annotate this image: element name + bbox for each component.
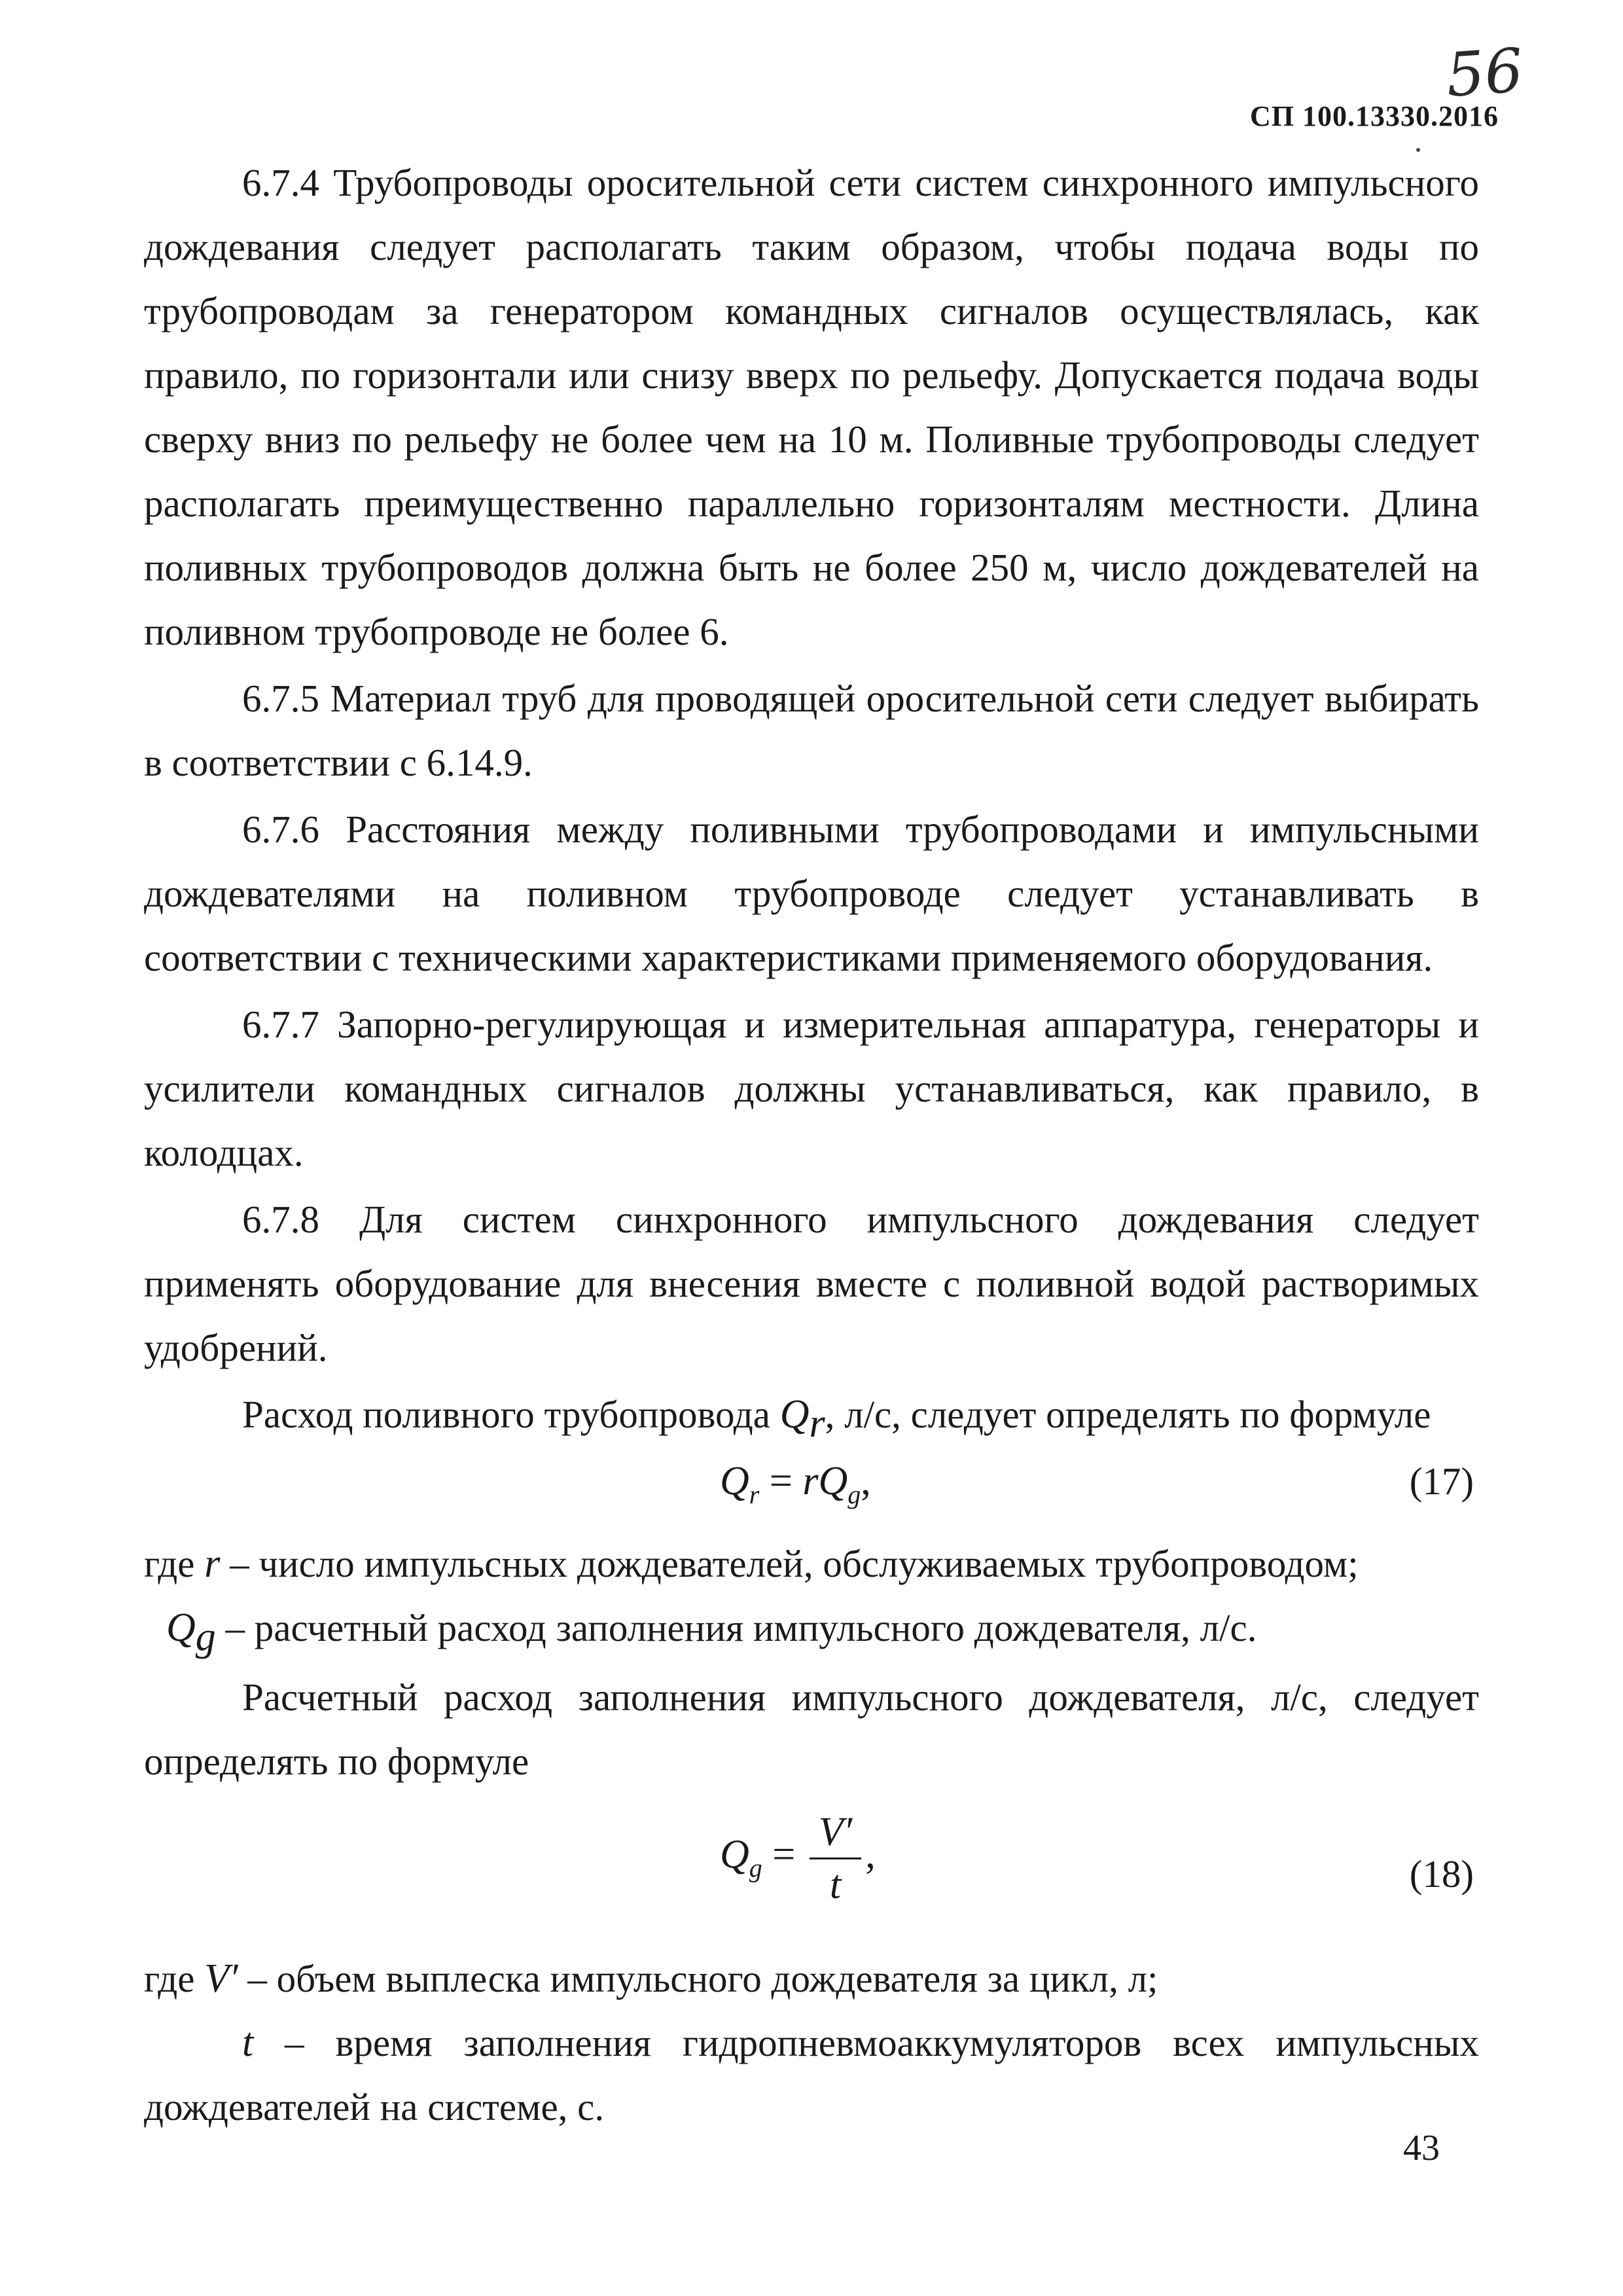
fraction-v-over-t: $\frac{V'}{t}$ (810, 1806, 861, 1910)
formula-17-row (144, 1449, 1479, 1532)
paragraph-6-7-4: 6.7.4 Трубопроводы оросительной сети систем синхронного импульсного дождевания следует располагать таким образом, чтобы подача воды по трубопроводам за генератором командных сигналов осуществлялась, как правило, по горизонтали или снизу вверх по рельефу. Допускается подача воды сверху вниз по рельефу не более чем на 10 м. Поливные трубопроводы следует располагать преимущественно параллельно горизонталям местности. Длина поливных трубопроводов должна быть не более 250 м, число дождевателей на поливном трубопроводе не более 6. (144, 161, 1479, 653)
document-body (144, 151, 1479, 2142)
filling-rate-intro: Расчетный расход заполнения импульсного дождевателя, л/с, следует определять по формуле (144, 1676, 1479, 1783)
equation-number-18: (18) (1409, 1852, 1474, 1895)
document-code: СП 100.13330.2016 (1250, 100, 1499, 132)
page-number: 43 (1403, 2128, 1440, 2168)
paragraph-6-7-7: 6.7.7 Запорно-регулирующая и измерительная аппаратура, генераторы и усилители командных сигналов должны устанавливаться, как правило, в колодцах. (144, 1003, 1479, 1174)
handwritten-page-number: 56 (1444, 35, 1525, 111)
formula-17: $Q_r = rQ_g$, (720, 1459, 871, 1509)
definition-qg: $Q_g$ – расчетный расход заполнения импульсного дождевателя, л/с. (166, 1605, 1257, 1659)
formula-18: $Q_g$ = $\frac{V'}{t}$ , (720, 1806, 876, 1910)
definition-v: где V′ – объем выплеска импульсного дождевателя за цикл, л; (144, 1956, 1158, 2001)
paragraph-6-7-5: 6.7.5 Материал труб для проводящей оросительной сети следует выбирать в соответствии с 6.14.9. (144, 677, 1479, 784)
equation-number-17: (17) (1409, 1460, 1474, 1503)
flow-rate-intro: Расход поливного трубопровода $Q_r$, л/с, следует определять по формуле (242, 1392, 1431, 1446)
definition-t: t – время заполнения гидропневмоаккумуляторов всех импульсных дождевателей на системе, с. (144, 2020, 1479, 2128)
formula-18-row (144, 1796, 1479, 1946)
definition-r: где r – число импульсных дождевателей, обслуживаемых трубопроводом; (144, 1541, 1359, 1586)
paragraph-6-7-8: 6.7.8 Для систем синхронного импульсного дождевания следует применять оборудование для внесения вместе с поливной водой растворимых удобрений. (144, 1198, 1479, 1369)
paragraph-6-7-6: 6.7.6 Расстояния между поливными трубопроводами и импульсными дождевателями на поливном трубопроводе следует устанавливать в соответствии с техническими характеристиками применяемого оборудования. (144, 808, 1479, 979)
